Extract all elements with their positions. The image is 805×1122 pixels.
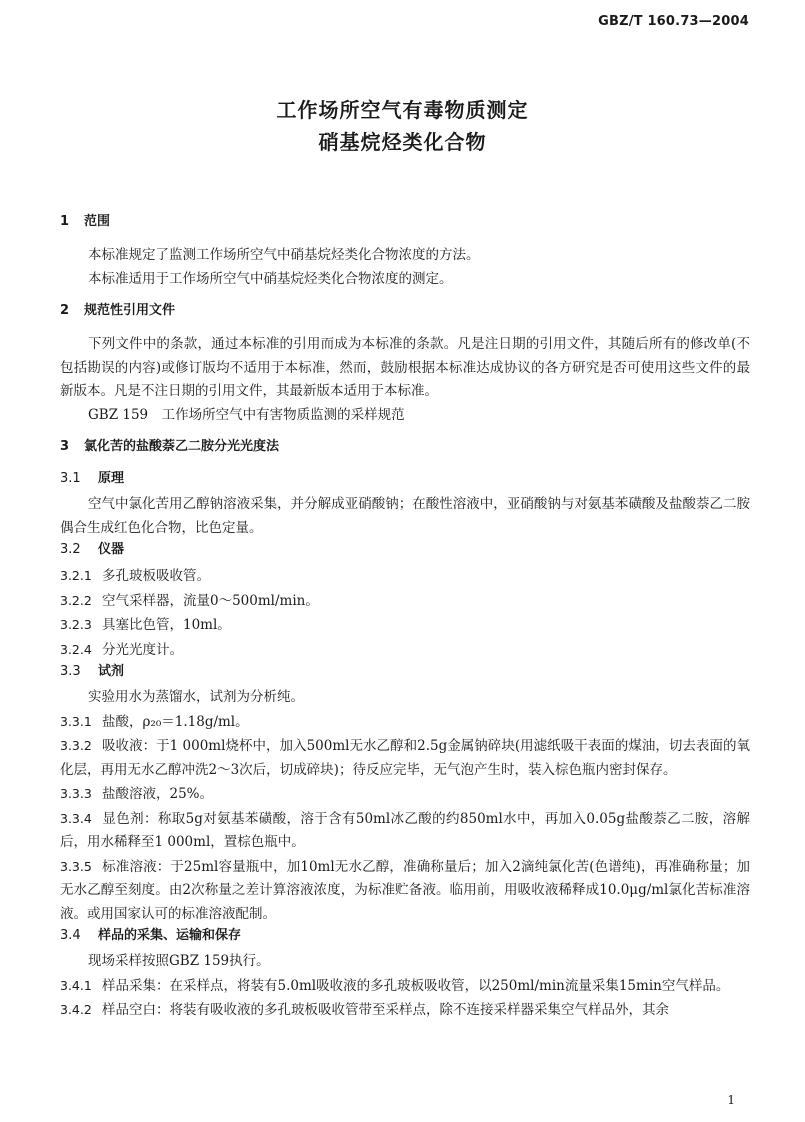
paragraph: 本标准适用于工作场所空气中硝基烷烃类化合物浓度的测定。	[88, 270, 453, 287]
page-number: 1	[727, 1093, 735, 1107]
paragraph: 本标准规定了监测工作场所空气中硝基烷烃类化合物浓度的方法。	[88, 247, 480, 263]
list-item: 3.3.3 盐酸溶液，25%。	[60, 786, 214, 802]
list-item: 3.2.4 分光光度计。	[60, 641, 183, 658]
paragraph: 实验用水为蒸馏水，试剂为分析纯。	[88, 689, 304, 705]
document-title: 工作场所空气有毒物质测定	[276, 98, 529, 122]
list-item: 3.3.5 标准溶液：于25ml容量瓶中，加10ml无水乙醇，准确称量后；加入2滴纯氯化苦(色谱纯)，再准确称量；加无水乙醇至刻度。由2次称量之差计算溶液浓度，为标准贮备液。临用前，用吸收液稀释成10.0μg/ml氯化苦标准溶液。或用国家认可的标准溶液配制。	[60, 858, 750, 922]
standard-code: GBZ/T 160.73—2004	[598, 14, 749, 29]
section-heading-method: 3 氯化苦的盐酸萘乙二胺分光光度法	[60, 439, 280, 454]
list-item: 3.4.1 样品采集：在采样点，将装有5.0ml吸收液的多孔玻板吸收管，以250ml/min流量采集15min空气样品。	[60, 977, 730, 994]
subsection-heading-principle: 3.1 原理	[60, 471, 125, 486]
paragraph: 空气中氯化苦用乙醇钠溶液采集，并分解成亚硝酸钠；在酸性溶液中，亚硝酸钠与对氨基苯磺酸及盐酸萘乙二胺偶合生成红色化合物，比色定量。	[60, 496, 750, 536]
section-heading-scope: 1 范围	[60, 214, 111, 229]
paragraph: 下列文件中的条款，通过本标准的引用而成为本标准的条款。凡是注日期的引用文件，其随后所有的修改单(不包括勘误的内容)或修订版均不适用于本标准，然而，鼓励根据本标准达成协议的各方研究是否可使用这些文件的最新版本。凡是不注日期的引用文件，其最新版本适用于本标准。	[60, 336, 750, 399]
reference-item: GBZ 159 工作场所空气中有害物质监测的采样规范	[88, 406, 405, 423]
list-item: 3.3.2 吸收液：于1 000ml烧杯中，加入500ml无水乙醇和2.5g金属钠碎块(用滤纸吸干表面的煤油，切去表面的氧化层，再用无水乙醇冲洗2～3次后，切成碎块)；待反应完毕，无气泡产生时，装入棕色瓶内密封保存。	[60, 738, 750, 778]
document-subtitle: 硝基烷烃类化合物	[318, 130, 487, 154]
list-item: 3.2.1 多孔玻板吸收管。	[60, 568, 210, 584]
list-item: 3.2.2 空气采样器，流量0～500ml/min。	[60, 592, 319, 609]
list-item: 3.3.4 显色剂：称取5g对氨基苯磺酸，溶于含有50ml冰乙酸的约850ml水中，再加入0.05g盐酸萘乙二胺，溶解后，用水稀释至1 000ml，置棕色瓶中。	[60, 810, 750, 850]
list-item: 3.2.3 具塞比色管，10ml。	[60, 617, 231, 633]
paragraph: 现场采样按照GBZ 159执行。	[88, 953, 270, 969]
section-heading-references: 2 规范性引用文件	[60, 303, 176, 318]
subsection-heading-instruments: 3.2 仪器	[60, 542, 125, 557]
list-item: 3.4.2 样品空白：将装有吸收液的多孔玻板吸收管带至采样点，除不连接采样器采集空气样品外，其余	[60, 1002, 669, 1018]
list-item: 3.3.1 盐酸，ρ₂₀＝1.18g/ml。	[60, 713, 249, 730]
document-body	[60, 212, 750, 1023]
subsection-heading-reagents: 3.3 试剂	[60, 664, 125, 679]
subsection-heading-sampling: 3.4 样品的采集、运输和保存	[60, 928, 242, 943]
